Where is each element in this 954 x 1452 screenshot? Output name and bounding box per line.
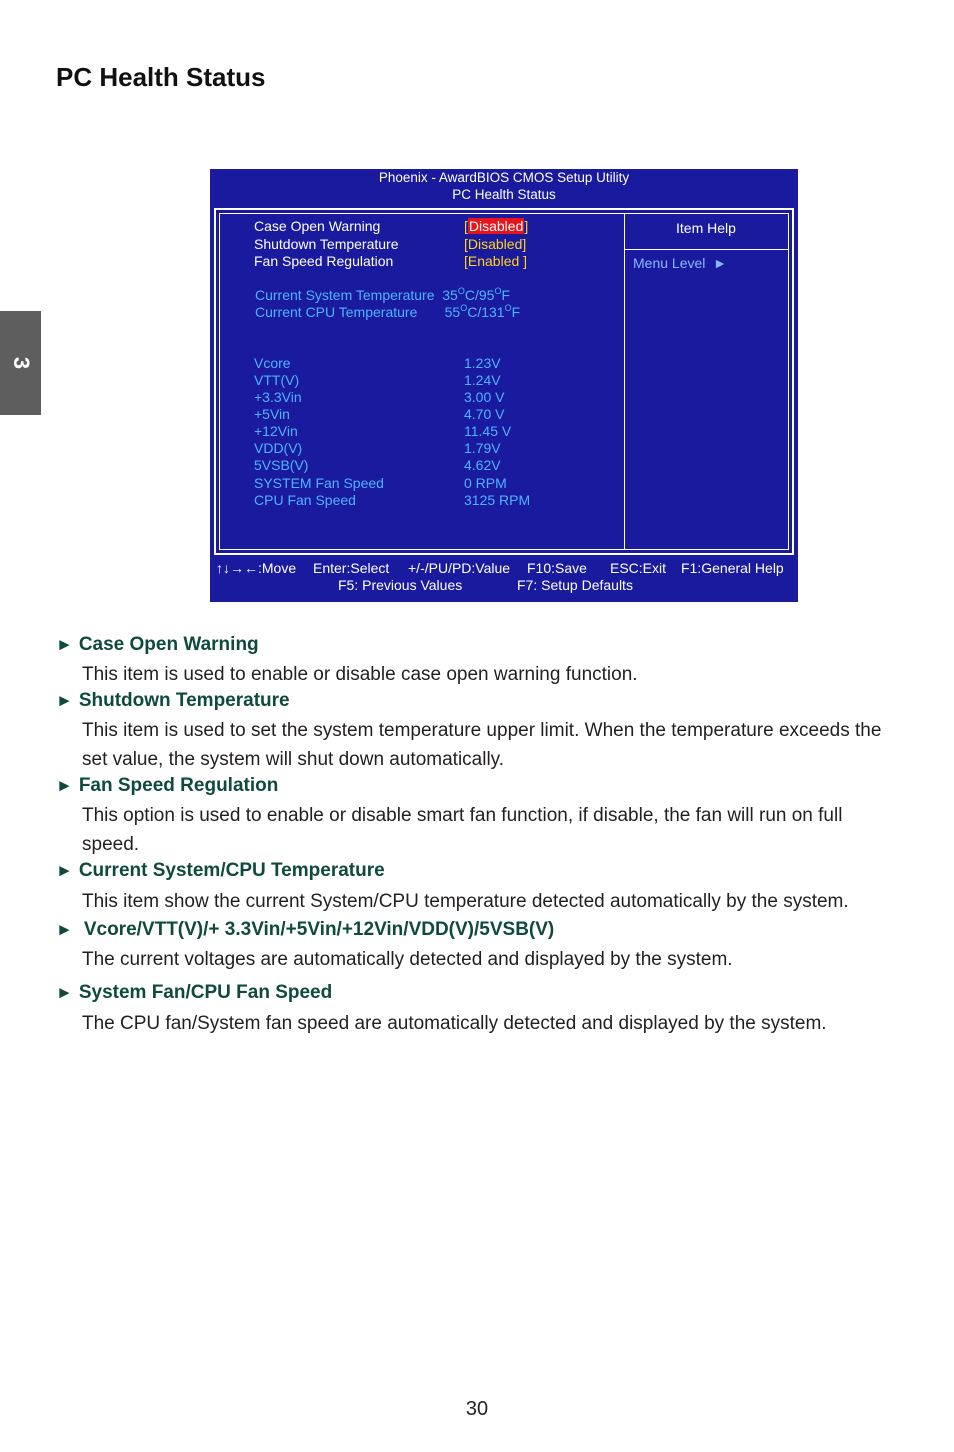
reading-value: 1.79V (464, 440, 501, 456)
temp-label: Current CPU Temperature (255, 304, 418, 320)
desc-title-voltages: ► Vcore/VTT(V)/+ 3.3Vin/+5Vin/+12Vin/VDD(V)/5VSB(V) (56, 919, 555, 940)
triangle-right-icon: ► (56, 861, 73, 880)
triangle-right-icon: ► (56, 920, 73, 939)
triangle-right-icon: ► (56, 635, 73, 654)
help-panel-divider (624, 214, 625, 549)
temp-row-system: Current System Temperature $35^OC/95^OF$ (255, 286, 511, 303)
setting-label: Shutdown Temperature (254, 236, 399, 252)
reading-value: 0 RPM (464, 475, 507, 491)
desc-title-case-open-warning: ► Case Open Warning (56, 634, 259, 655)
bios-screen-title: PC Health Status (452, 187, 556, 202)
bios-utility-title: Phoenix - AwardBIOS CMOS Setup Utility (378, 170, 630, 185)
reading-value: 4.62V (464, 457, 501, 473)
page-number: 30 (465, 1398, 489, 1420)
reading-label: 5VSB(V) (254, 457, 309, 473)
desc-text-fan-speed-regulation: This option is used to enable or disable smart fan function, if disable, the fan will run on full speed. (82, 805, 843, 855)
temp-fahrenheit: C/131 (467, 304, 505, 320)
triangle-right-icon: ► (713, 255, 728, 271)
reading-value: 3.00 V (464, 389, 505, 405)
reading-value: 3125 RPM (464, 492, 531, 508)
temp-unit: F (511, 304, 521, 320)
setting-value[interactable]: [Enabled ] (464, 253, 528, 269)
key-hint-help: F1:General Help (681, 560, 784, 576)
key-hint-select: Enter:Select (313, 560, 390, 576)
key-hint-setup-defaults: F7: Setup Defaults (517, 577, 633, 593)
bios-inner-frame (219, 213, 789, 550)
setting-label: Fan Speed Regulation (254, 253, 394, 269)
key-hint-move: ↑↓→←:Move (216, 560, 297, 576)
page-title: PC Health Status (56, 62, 266, 92)
temp-unit: F (501, 287, 511, 303)
reading-label: VTT(V) (254, 372, 300, 388)
temp-fahrenheit: C/95 (464, 287, 495, 303)
desc-text-shutdown-temperature: This item is used to set the system temperature upper limit. When the temperature exceeds the set value, the system will shut down automatically. (82, 720, 882, 770)
reading-label: Vcore (254, 355, 291, 371)
desc-text-voltages: The current voltages are automatically detected and displayed by the system. (82, 949, 733, 970)
desc-title-current-temperature: ► Current System/CPU Temperature (56, 860, 385, 881)
key-hint-save: F10:Save (527, 560, 587, 576)
triangle-right-icon: ► (56, 983, 73, 1002)
reading-value: 11.45 V (464, 423, 512, 439)
setting-label: Case Open Warning (254, 218, 381, 234)
reading-value: 1.23V (464, 355, 501, 371)
chapter-number: 3 (8, 356, 34, 370)
temp-label: Current System Temperature (255, 287, 435, 303)
selected-value-highlight: Disabled (468, 218, 524, 234)
triangle-right-icon: ► (56, 691, 73, 710)
reading-label: CPU Fan Speed (254, 492, 356, 508)
triangle-right-icon: ► (56, 776, 73, 795)
temp-celsius: 35 (442, 287, 458, 303)
desc-title-fan-speed: ► System Fan/CPU Fan Speed (56, 982, 333, 1003)
reading-label: SYSTEM Fan Speed (254, 475, 384, 491)
desc-text-current-temperature: This item show the current System/CPU temperature detected automatically by the system. (82, 891, 849, 912)
reading-label: +3.3Vin (254, 389, 302, 405)
key-hint-previous-values: F5: Previous Values (338, 577, 463, 593)
setting-value[interactable]: [Disabled] (464, 236, 527, 252)
desc-text-fan-speed: The CPU fan/System fan speed are automatically detected and displayed by the system. (82, 1013, 827, 1034)
temp-celsius: 55 (444, 304, 461, 320)
bios-screenshot (210, 169, 798, 602)
desc-title-fan-speed-regulation: ► Fan Speed Regulation (56, 775, 279, 796)
help-title-divider (624, 249, 788, 250)
chapter-tab (0, 311, 41, 415)
reading-label: +12Vin (254, 423, 298, 439)
item-help-title: Item Help (676, 220, 736, 236)
reading-label: VDD(V) (254, 440, 303, 456)
temp-row-cpu: Current CPU Temperature $55^OC/131^OF$ (255, 303, 521, 320)
bios-frame (214, 208, 794, 555)
key-hint-value: +/-/PU/PD:Value (408, 560, 511, 576)
reading-value: 1.24V (464, 372, 501, 388)
setting-value[interactable]: [Disabled] (464, 218, 529, 234)
reading-label: +5Vin (254, 406, 290, 422)
menu-level: Menu Level ► (633, 255, 728, 271)
reading-value: 4.70 V (464, 406, 505, 422)
desc-title-shutdown-temperature: ► Shutdown Temperature (56, 690, 290, 711)
desc-text-case-open-warning: This item is used to enable or disable case open warning function. (82, 664, 638, 685)
key-hint-exit: ESC:Exit (610, 560, 667, 576)
